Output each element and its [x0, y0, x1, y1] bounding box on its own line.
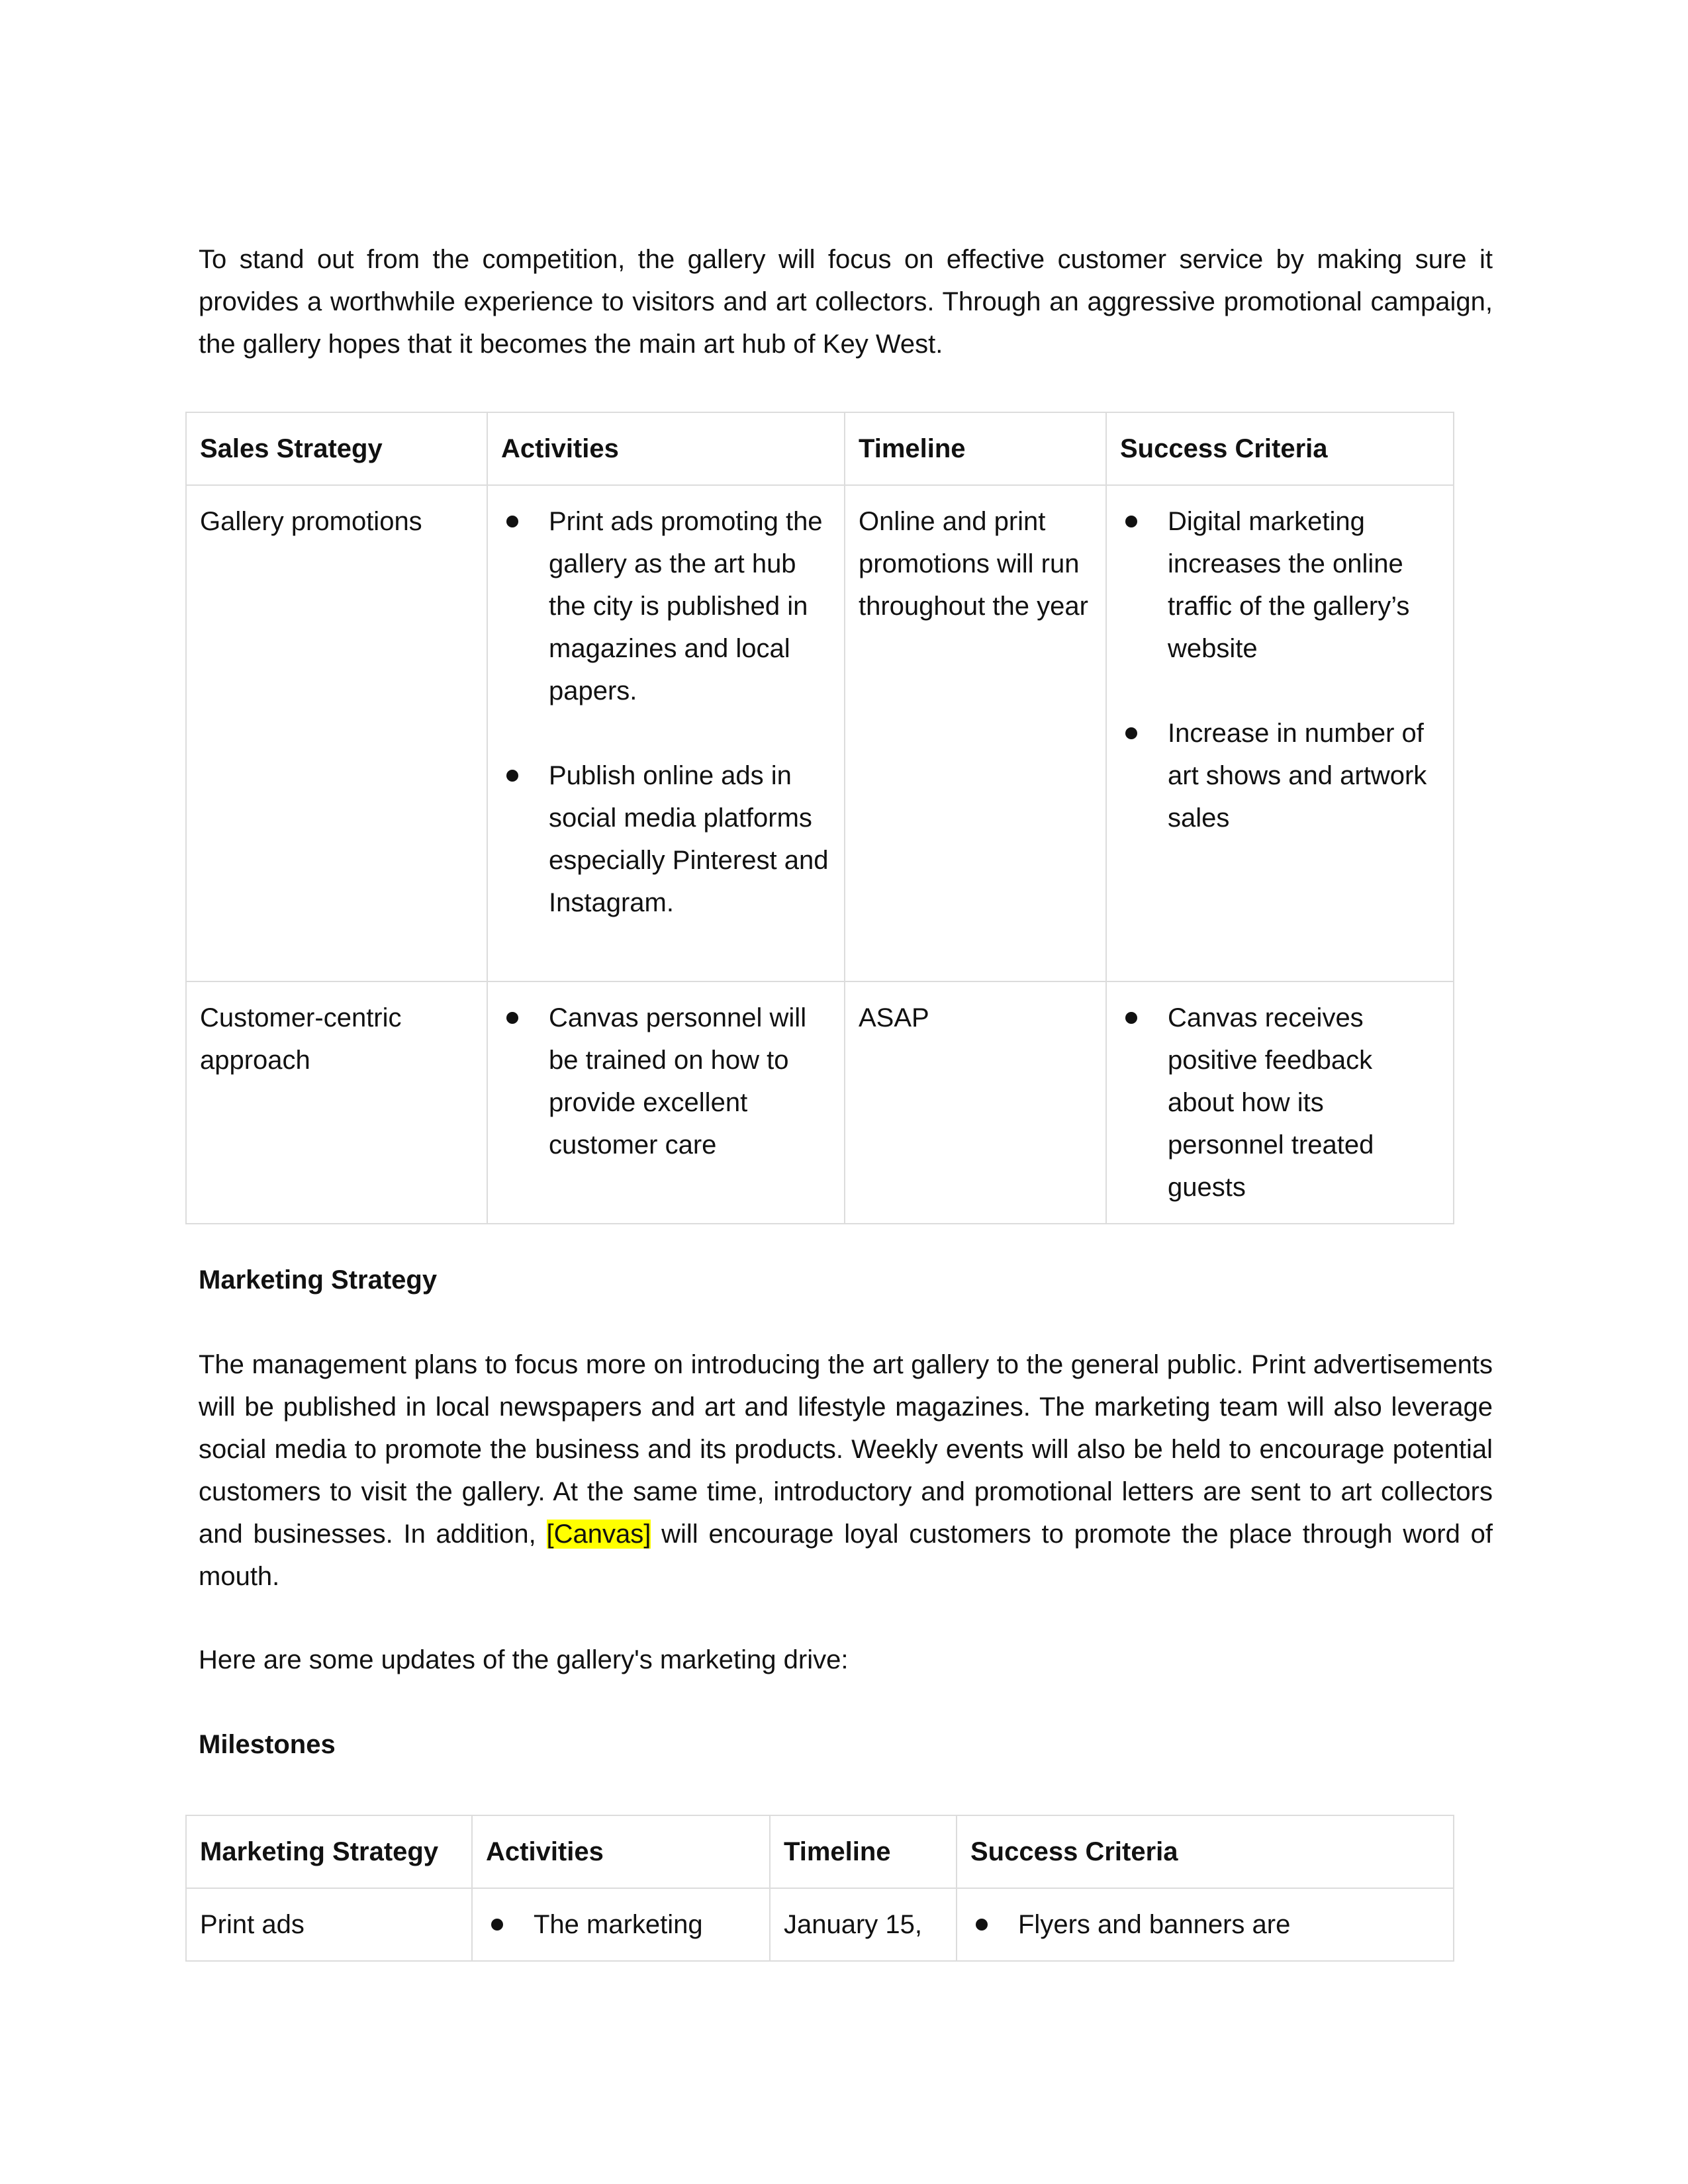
- activities-cell: [487, 485, 845, 981]
- intro-paragraph: To stand out from the competition, the gallery will focus on effective customer service by making sure it provides a worthwhile experience to visitors and art collectors. Through an aggressive promotional campaign, the gallery hopes that it becomes the main art hub of Key West.: [199, 245, 1493, 359]
- activity-text: The marketing: [534, 1910, 703, 1939]
- strategy-cell: Print ads: [186, 1888, 472, 1961]
- list-item: [501, 997, 831, 1166]
- list-item: [501, 754, 831, 924]
- success-cell: [1106, 981, 1454, 1224]
- marketing-text-after: will encourage loyal customers to promote the place through word of mouth.: [199, 1520, 1493, 1591]
- header-sales-strategy: Sales Strategy: [186, 412, 487, 485]
- header-timeline: Timeline: [770, 1815, 957, 1888]
- list-item: [1120, 712, 1440, 839]
- bullet-icon: [506, 516, 518, 527]
- header-activities: Activities: [472, 1815, 770, 1888]
- activities-cell: [472, 1888, 770, 1961]
- success-text: Increase in number of art shows and artwork sales: [1168, 719, 1427, 833]
- marketing-paragraph: [199, 1343, 1493, 1598]
- header-success-criteria: Success Criteria: [957, 1815, 1454, 1888]
- list-spacer: [1120, 670, 1440, 712]
- table-header-row: [186, 1815, 1454, 1888]
- list-item: [1120, 997, 1440, 1208]
- updates-line: Here are some updates of the gallery's marketing drive:: [199, 1645, 849, 1674]
- milestones-heading: Milestones: [199, 1730, 336, 1759]
- timeline-cell: January 15,: [770, 1888, 957, 1961]
- bullet-icon: [1125, 727, 1137, 739]
- list-item: [1120, 500, 1440, 670]
- sales-strategy-table: [185, 412, 1454, 1224]
- success-text: Digital marketing increases the online traffic of the gallery’s website: [1168, 507, 1410, 663]
- list-spacer: [501, 712, 831, 754]
- strategy-cell: Gallery promotions: [186, 485, 487, 981]
- activity-text: Canvas personnel will be trained on how to provide excellent customer care: [549, 1003, 807, 1160]
- success-text: Canvas receives positive feedback about how its personnel treated guests: [1168, 1003, 1374, 1202]
- list-item: [970, 1903, 1440, 1946]
- success-cell: [1106, 485, 1454, 981]
- bullet-icon: [1125, 516, 1137, 527]
- marketing-strategy-heading: Marketing Strategy: [199, 1265, 438, 1295]
- timeline-cell: Online and print promotions will run throughout the year: [845, 485, 1106, 981]
- header-success-criteria: Success Criteria: [1106, 412, 1454, 485]
- activity-text: Print ads promoting the gallery as the art hub the city is published in magazines and local papers.: [549, 507, 823, 705]
- table-row: [186, 981, 1454, 1224]
- strategy-cell: Customer-centric approach: [186, 981, 487, 1224]
- bullet-icon: [506, 1012, 518, 1024]
- list-item: [501, 500, 831, 712]
- table-row: [186, 1888, 1454, 1961]
- success-cell: [957, 1888, 1454, 1961]
- list-item: [486, 1903, 756, 1946]
- header-marketing-strategy: Marketing Strategy: [186, 1815, 472, 1888]
- bullet-icon: [491, 1919, 503, 1931]
- timeline-cell: ASAP: [845, 981, 1106, 1224]
- table-header-row: [186, 412, 1454, 485]
- highlighted-placeholder: [Canvas]: [546, 1520, 651, 1549]
- activity-text: Publish online ads in social media platforms especially Pinterest and Instagram.: [549, 761, 829, 917]
- bullet-icon: [976, 1919, 988, 1931]
- header-timeline: Timeline: [845, 412, 1106, 485]
- activities-cell: [487, 981, 845, 1224]
- bullet-icon: [1125, 1012, 1137, 1024]
- header-activities: Activities: [487, 412, 845, 485]
- table-row: [186, 485, 1454, 981]
- success-text: Flyers and banners are: [1018, 1910, 1291, 1939]
- bullet-icon: [506, 770, 518, 782]
- milestones-table: [185, 1815, 1454, 1962]
- marketing-text-before: The management plans to focus more on introducing the art gallery to the general public. Print advertisements will be published in local newspapers and art and lifestyle magazines. The marketing team will also leverage social media to promote the business and its products. Weekly events will also be held to encourage potential customers to visit the gallery. At the same time, introductory and promotional letters are sent to art collectors and businesses. In addition,: [199, 1350, 1493, 1549]
